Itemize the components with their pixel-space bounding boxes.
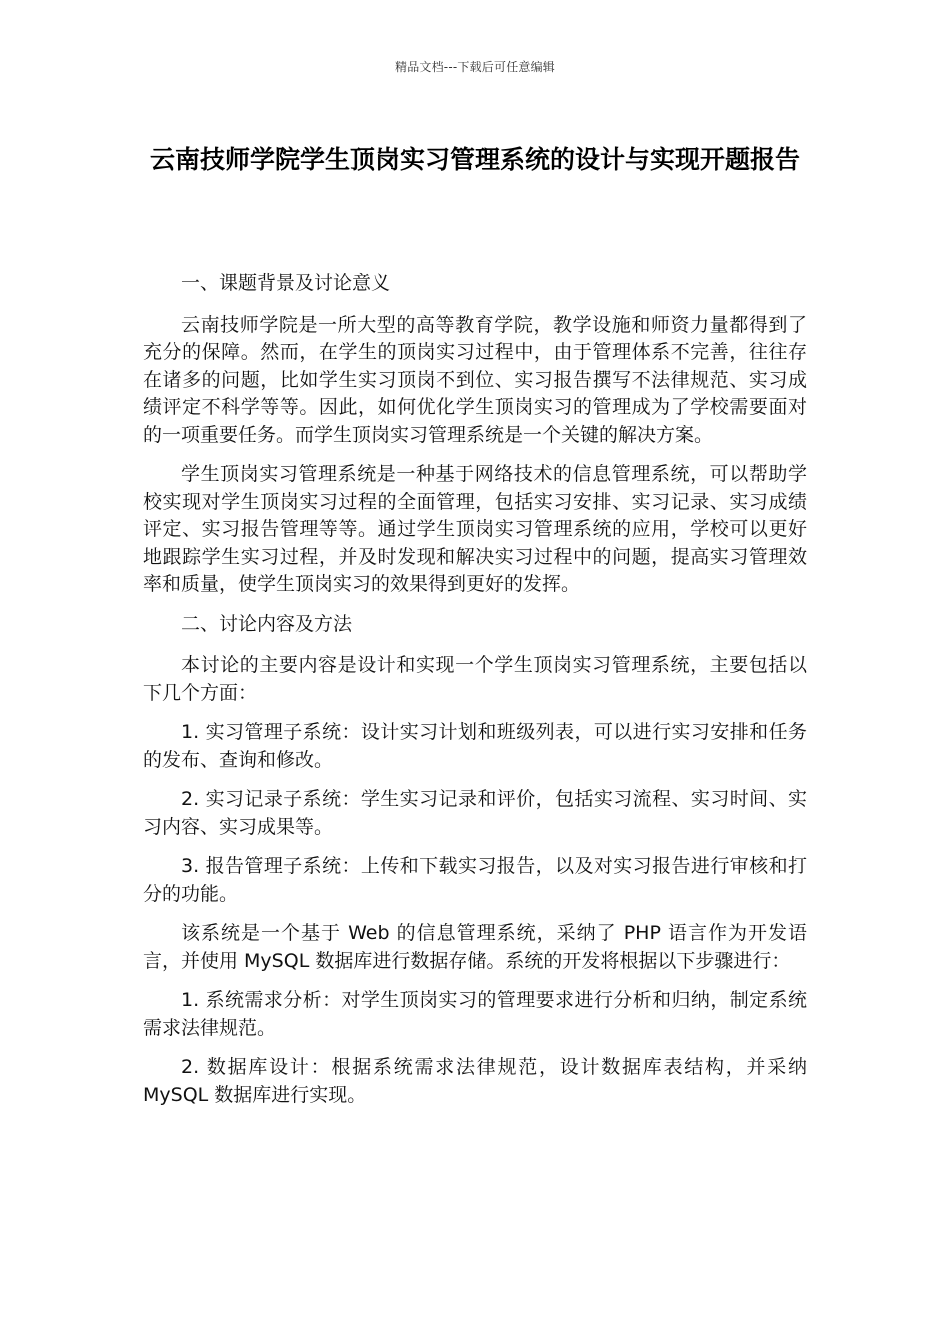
list-item-step-2: 2. 数据库设计：根据系统需求法律规范，设计数据库表结构，并采纳 MySQL 数据库进行实现。 <box>143 1056 807 1106</box>
paragraph-content-intro: 本讨论的主要内容是设计和实现一个学生顶岗实习管理系统，主要包括以下几个方面： <box>143 654 807 704</box>
list-item-subsystem-3: 3. 报告管理子系统：上传和下载实习报告，以及对实习报告进行审核和打分的功能。 <box>143 855 807 905</box>
document-title: 云南技师学院学生顶岗实习管理系统的设计与实现开题报告 <box>149 145 800 174</box>
section-heading-background: 一、课题背景及讨论意义 <box>181 272 391 294</box>
paragraph-background-2: 学生顶岗实习管理系统是一种基于网络技术的信息管理系统，可以帮助学校实现对学生顶岗实习过程的全面管理，包括实习安排、实习记录、实习成绩评定、实习报告管理等等。通过学生顶岗实习管理系统的应用，学校可以更好地跟踪学生实习过程，并及时发现和解决实习过程中的问题，提高实习管理效率和质量，使学生顶岗实习的效果得到更好的发挥。 <box>143 463 807 595</box>
header-note: 精品文档---下载后可任意编辑 <box>395 60 555 74</box>
section-heading-content-method: 二、讨论内容及方法 <box>181 612 353 635</box>
list-item-subsystem-1: 1. 实习管理子系统：设计实习计划和班级列表，可以进行实习安排和任务的发布、查询和修改。 <box>143 721 807 771</box>
document-body <box>143 270 807 1121</box>
paragraph-background-1: 云南技师学院是一所大型的高等教育学院，教学设施和师资力量都得到了充分的保障。然而，在学生的顶岗实习过程中，由于管理体系不完善，往往存在诸多的问题，比如学生实习顶岗不到位、实习报告撰写不法律规范、实习成绩评定不科学等等。因此，如何优化学生顶岗实习的管理成为了学校需要面对的一项重要任务。而学生顶岗实习管理系统是一个关键的解决方案。 <box>143 313 807 446</box>
list-item-step-1: 1. 系统需求分析：对学生顶岗实习的管理要求进行分析和归纳，制定系统需求法律规范。 <box>143 989 807 1039</box>
paragraph-system-tech: 该系统是一个基于 Web 的信息管理系统，采纳了 PHP 语言作为开发语言，并使用 MySQL 数据库进行数据存储。系统的开发将根据以下步骤进行： <box>143 922 807 972</box>
list-item-subsystem-2: 2. 实习记录子系统：学生实习记录和评价，包括实习流程、实习时间、实习内容、实习成果等。 <box>143 788 807 838</box>
